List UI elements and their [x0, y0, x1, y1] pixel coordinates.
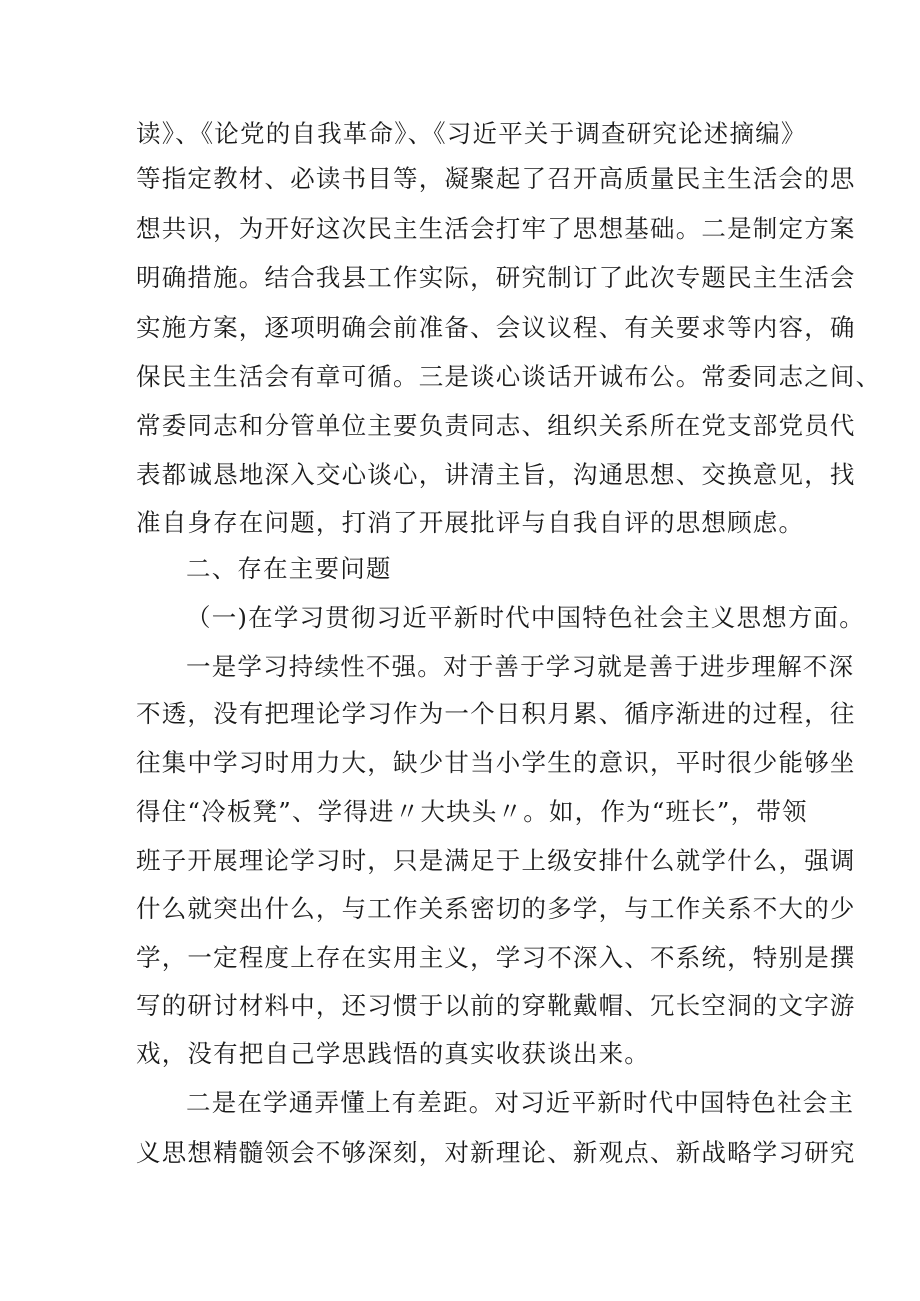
- text-line: 保民主生活会有章可循。三是谈心谈话开诚布公。常委同志之间、: [136, 362, 882, 391]
- text-line: 实施方案，逐项明确会前准备、会议议程、有关要求等内容，确: [136, 313, 856, 342]
- subsection-heading: （一)在学习贯彻习近平新时代中国特色社会主义思想方面。: [186, 603, 865, 632]
- section-heading: 二、存在主要问题: [186, 554, 392, 583]
- text-line: 一是学习持续性不强。对于善于学习就是善于进步理解不深: [186, 652, 855, 681]
- text-line: 学，一定程度上存在实用主义，学习不深入、不系统，特别是撰: [136, 943, 856, 972]
- text-line: 义思想精髓领会不够深刻，对新理论、新观点、新战略学习研究: [136, 1138, 856, 1167]
- text-line: 等指定教材、必读书目等，凝聚起了召开高质量民主生活会的思: [136, 164, 856, 193]
- text-line: 读》、《论党的自我革命》、《习近平关于调查研究论述摘编》: [136, 119, 807, 148]
- text-line: 明确措施。结合我县工作实际，研究制订了此次专题民主生活会: [136, 263, 856, 292]
- text-line: 常委同志和分管单位主要负责同志、组织关系所在党支部党员代: [136, 411, 856, 440]
- text-line: 想共识，为开好这次民主生活会打牢了思想基础。二是制定方案: [136, 214, 856, 243]
- text-line: 得住“冷板凳”、学得进〃大块头〃。如，作为“班长”，带领: [136, 797, 808, 826]
- text-line: 不透，没有把理论学习作为一个日积月累、循序渐进的过程，往: [136, 699, 856, 728]
- text-line: 什么就突出什么，与工作关系密切的多学，与工作关系不大的少: [136, 894, 856, 923]
- text-line: 班子开展理论学习时，只是满足于上级安排什么就学什么，强调: [136, 846, 856, 875]
- text-line: 准自身存在问题，打消了开展批评与自我自评的思想顾虑。: [136, 508, 805, 537]
- text-line: 二是在学通弄懂上有差距。对习近平新时代中国特色社会主: [186, 1088, 855, 1117]
- text-line: 写的研讨材料中，还习惯于以前的穿靴戴帽、冗长空洞的文字游: [136, 991, 856, 1020]
- text-line: 表都诚恳地深入交心谈心，讲清主旨，沟通思想、交换意见，找: [136, 460, 856, 489]
- text-line: 戏，没有把自己学思践悟的真实收获谈出来。: [136, 1039, 650, 1068]
- text-line: 往集中学习时用力大，缺少甘当小学生的意识，平时很少能够坐: [136, 748, 856, 777]
